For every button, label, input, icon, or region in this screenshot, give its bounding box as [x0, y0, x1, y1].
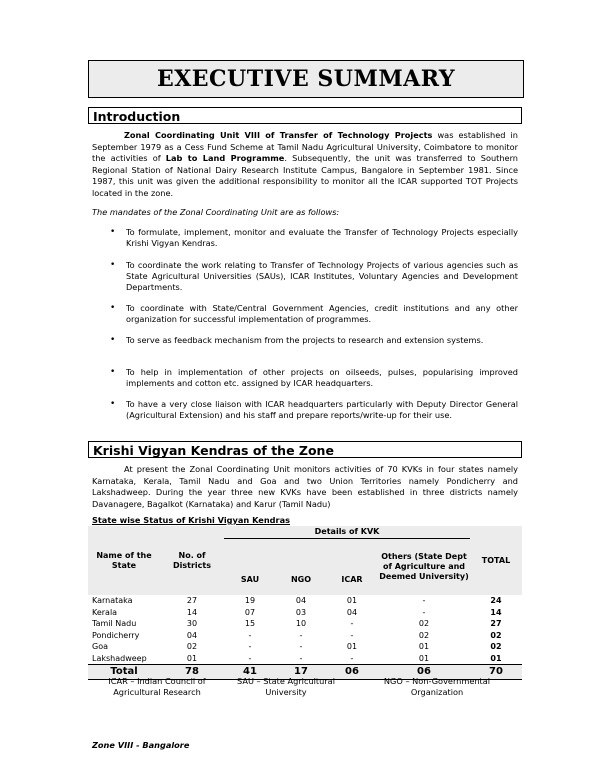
cell-others: 01 [418, 642, 430, 651]
cell-icar: 01 [346, 642, 358, 651]
section-heading-introduction: Introduction [88, 107, 522, 124]
intro-text-a: was established in September 1979 as a Cess Fund Scheme at Tamil Nadu Agricultural University, Coimbatore to monitor the activities of [92, 130, 518, 164]
table-row [88, 618, 522, 630]
cell-districts: 14 [186, 607, 198, 617]
mandate-item: • To coordinate with State/Central Government Agencies, credit institutions and any other organization for successful implementation of programmes. [110, 303, 518, 324]
cell-sau: - [248, 642, 252, 651]
page-title: EXECUTIVE SUMMARY [88, 60, 524, 98]
cell-districts: 02 [186, 642, 198, 651]
cell-state: Tamil Nadu [92, 619, 137, 628]
col-header-sau: SAU [240, 575, 260, 584]
cell-sau: - [248, 630, 252, 640]
cell-districts: 30 [186, 619, 198, 628]
cell-districts: 27 [186, 596, 198, 605]
cell-state: Pondicherry [92, 630, 140, 640]
mandate-item: • To formulate, implement, monitor and evaluate the Transfer of Technology Projects especially Krishi Vigyan Kendras. [110, 227, 518, 248]
bullet-icon: • [110, 399, 116, 409]
cell-districts: 04 [186, 630, 198, 640]
cell-sau: 19 [244, 596, 256, 605]
total-total: 70 [470, 665, 522, 680]
total-ngo: 17 [276, 665, 326, 680]
cell-total: 01 [490, 653, 502, 663]
cell-icar: - [350, 630, 354, 640]
programme-name: Lab to Land Programme [165, 153, 285, 164]
mandate-item: • To help in implementation of other projects on oilseeds, pulses, popularising improved implements and cotton etc. assigned by ICAR headquarters. [110, 367, 518, 388]
col-header-ngo: NGO [290, 575, 312, 584]
cell-total: 02 [490, 642, 502, 651]
mandates-intro: The mandates of the Zonal Coordinating Unit are as follows: [92, 207, 340, 217]
bullet-icon: • [110, 260, 116, 270]
cell-others: 02 [418, 619, 430, 628]
bullet-icon: • [110, 303, 116, 313]
cell-total: 02 [490, 630, 502, 640]
cell-others: - [422, 607, 426, 617]
cell-total: 27 [490, 619, 502, 628]
table-row [88, 641, 522, 653]
kvk-paragraph: At present the Zonal Coordinating Unit monitors activities of 70 KVKs in four states namely Karnataka, Kerala, Tamil Nadu and Goa and two Union Territories namely Pondicherry and Lakshadweep. During the year three new KVKs have been established in three districts namely Davanagere, Bagalkot (Karnataka) and Karur (Tamil Nadu) [92, 464, 518, 509]
table-row [88, 630, 522, 642]
col-header-details: Details of KVK [224, 526, 470, 539]
intro-paragraph [92, 130, 518, 200]
kvk-status-table [88, 526, 522, 680]
col-header-others: Others (State Dept of Agriculture and Deemed University) [379, 552, 469, 581]
section-heading-kvk: Krishi Vigyan Kendras of the Zone [88, 441, 522, 458]
mandate-item: • To have a very close liaison with ICAR headquarters particularly with Deputy Director General (Agricultural Extension) and his staff and prepare reports/write-up for their use. [110, 399, 518, 420]
bullet-icon: • [110, 367, 116, 377]
mandate-item: • To coordinate the work relating to Transfer of Technology Projects of various agencies such as State Agricultural Universities (SAUs), ICAR Institutes, Voluntary Agencies and Development Departments. [110, 260, 518, 292]
cell-others: 01 [418, 653, 430, 663]
table-row [88, 595, 522, 607]
col-header-total: TOTAL [470, 526, 522, 595]
cell-state: Goa [92, 642, 108, 651]
unit-name: Zonal Coordinating Unit VIII of Transfer of Technology Projects [124, 130, 433, 140]
cell-icar: - [350, 653, 354, 663]
total-others: 06 [378, 665, 470, 680]
cell-total: 24 [490, 596, 502, 605]
total-sau: 41 [224, 665, 276, 680]
total-label: Total [88, 665, 160, 680]
total-icar: 06 [326, 665, 378, 680]
cell-districts: 01 [186, 653, 198, 663]
cell-state: Karnataka [92, 596, 133, 605]
cell-ngo: - [299, 653, 303, 663]
total-districts: 78 [160, 665, 224, 680]
bullet-icon: • [110, 227, 116, 237]
cell-icar: 04 [346, 607, 358, 617]
col-header-icar: ICAR [341, 575, 363, 584]
cell-others: - [422, 596, 426, 605]
page-footer: Zone VIII - Bangalore [92, 740, 190, 750]
cell-others: 02 [418, 630, 430, 640]
col-header-state: Name of the State [88, 526, 160, 595]
table-title: State wise Status of Krishi Vigyan Kendras [92, 515, 290, 525]
legend-ngo: NGO – Non-Governmental Organization [383, 676, 491, 697]
cell-ngo: - [299, 642, 303, 651]
cell-ngo: - [299, 630, 303, 640]
mandate-item: • To serve as feedback mechanism from the projects to research and extension systems. [110, 335, 484, 345]
legend-sau: SAU – State Agricultural University [237, 676, 335, 697]
table-row [88, 653, 522, 665]
bullet-icon: • [110, 335, 116, 345]
cell-total: 14 [490, 607, 502, 617]
cell-state: Lakshadweep [92, 653, 147, 663]
cell-ngo: 04 [295, 596, 307, 605]
intro-text-b: . Subsequently, the unit was transferred to Southern Regional Station of National Dairy Research Institute Campus, Bangalore in September 1981. Since 1987, this unit was given the additional responsibility to monitor all the ICAR supported TOT Projects located in the zone. [92, 153, 518, 198]
cell-state: Kerala [92, 607, 118, 617]
cell-icar: 01 [346, 596, 358, 605]
cell-icar: - [350, 619, 354, 628]
cell-sau: - [248, 653, 252, 663]
cell-sau: 15 [244, 619, 256, 628]
cell-sau: 07 [244, 607, 256, 617]
cell-ngo: 10 [295, 619, 307, 628]
legend-icar: ICAR – Indian Council of Agricultural Research [108, 676, 206, 697]
table-row [88, 607, 522, 619]
cell-ngo: 03 [295, 607, 307, 617]
col-header-districts: No. of Districts [160, 526, 224, 595]
